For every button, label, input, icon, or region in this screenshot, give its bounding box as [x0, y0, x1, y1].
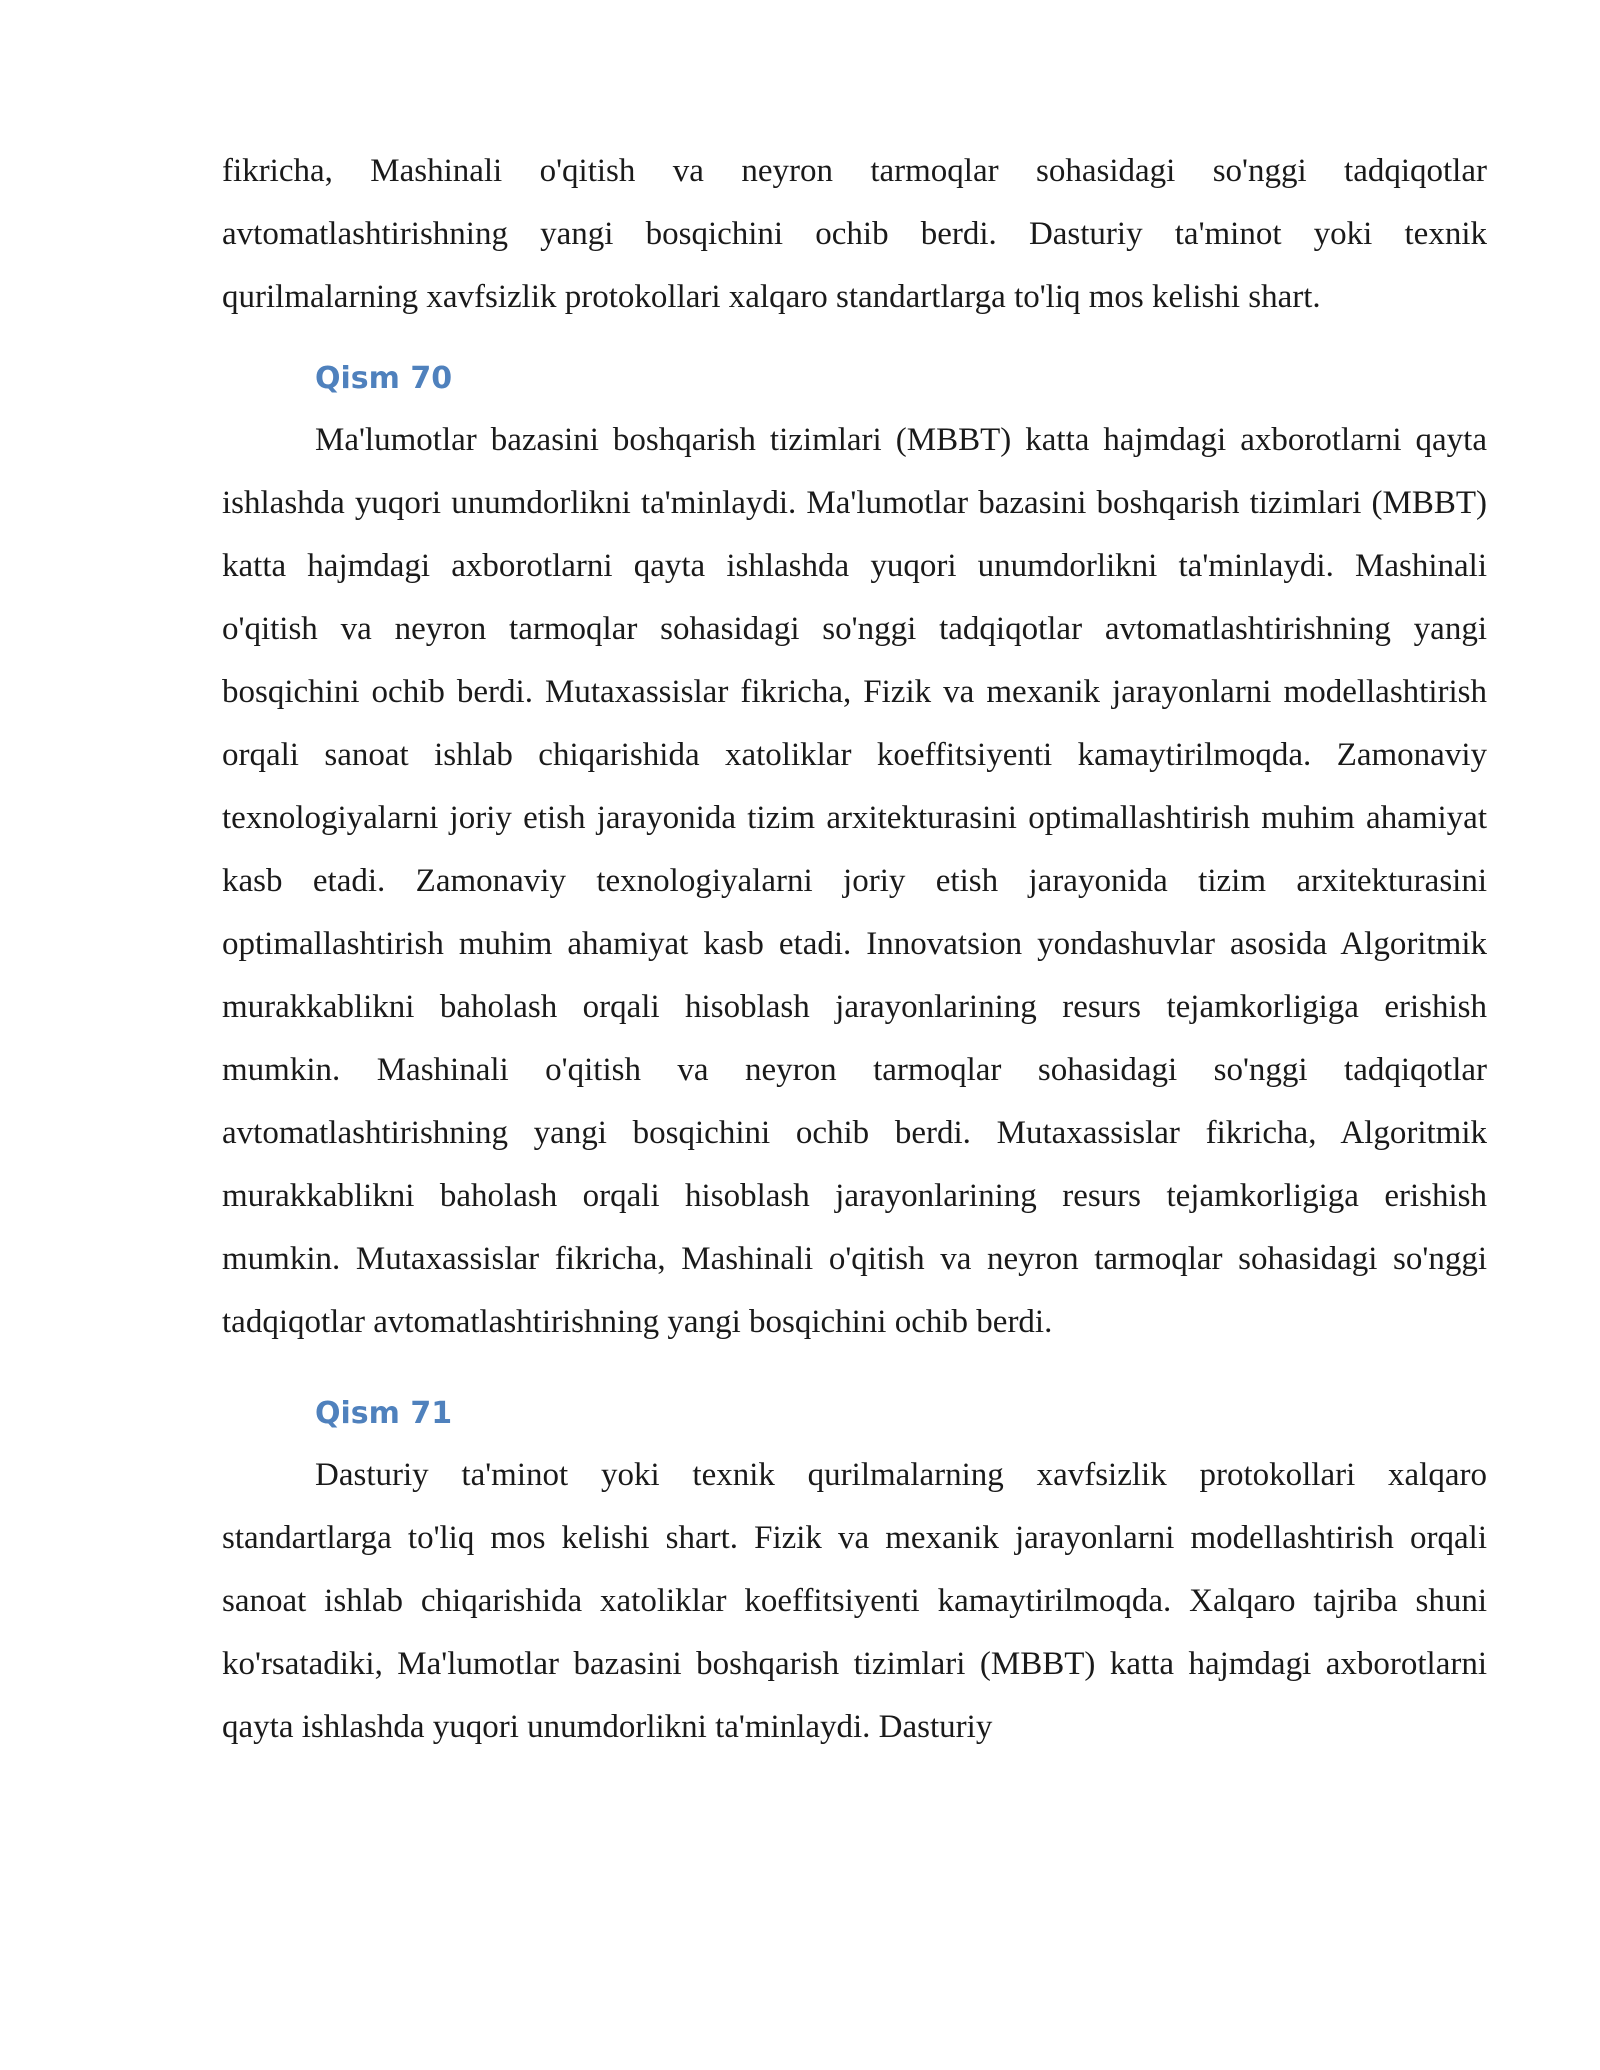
section-70-paragraph: Ma'lumotlar bazasini boshqarish tizimlari (MBBT) katta hajmdagi axborotlarni qayta ishlashda yuqori unumdorlikni ta'minlaydi. Ma'lumotlar bazasini boshqarish tizimlari (MBBT) katta hajmdagi axborotlarni qayta ishlashda yuqori unumdorlikni ta'minlaydi. Mashinali o'qitish va neyron tarmoqlar sohasidagi so'nggi tadqiqotlar avtomatlashtirishning yangi bosqichini ochib berdi. Mutaxassislar fikricha, Fizik va mexanik jarayonlarni modellashtirish orqali sanoat ishlab chiqarishida xatoliklar koeffitsiyenti kamaytirilmoqda. Zamonaviy texnologiyalarni joriy etish jarayonida tizim arxitekturasini optimallashtirish muhim ahamiyat kasb etadi. Zamonaviy texnologiyalarni joriy etish jarayonida tizim arxitekturasini optimallashtirish muhim ahamiyat kasb etadi. Innovatsion yondashuvlar asosida Algoritmik murakkablikni baholash orqali hisoblash jarayonlarining resurs tejamkorligiga erishish mumkin. Mashinali o'qitish va neyron tarmoqlar sohasidagi so'nggi tadqiqotlar avtomatlashtirishning yangi bosqichini ochib berdi. Mutaxassislar fikricha, Algoritmik murakkablikni baholash orqali hisoblash jarayonlarining resurs tejamkorligiga erishish mumkin. Mutaxassislar fikricha, Mashinali o'qitish va neyron tarmoqlar sohasidagi so'nggi tadqiqotlar avtomatlashtirishning yangi bosqichini ochib berdi.	[222, 422, 1487, 1340]
section-71-paragraph: Dasturiy ta'minot yoki texnik qurilmalarning xavfsizlik protokollari xalqaro standartlarga to'liq mos kelishi shart. Fizik va mexanik jarayonlarni modellashtirish orqali sanoat ishlab chiqarishida xatoliklar koeffitsiyenti kamaytirilmoqda. Xalqaro tajriba shuni ko'rsatadiki, Ma'lumotlar bazasini boshqarish tizimlari (MBBT) katta hajmdagi axborotlarni qayta ishlashda yuqori unumdorlikni ta'minlaydi. Dasturiy	[222, 1457, 1487, 1745]
section-heading-70: Qism 70	[315, 361, 453, 396]
section-heading-71: Qism 71	[315, 1396, 453, 1431]
document-page	[222, 140, 1487, 1759]
paragraph-continued: fikricha, Mashinali o'qitish va neyron tarmoqlar sohasidagi so'nggi tadqiqotlar avtomatlashtirishning yangi bosqichini ochib berdi. Dasturiy ta'minot yoki texnik qurilmalarning xavfsizlik protokollari xalqaro standartlarga to'liq mos kelishi shart.	[222, 153, 1487, 315]
